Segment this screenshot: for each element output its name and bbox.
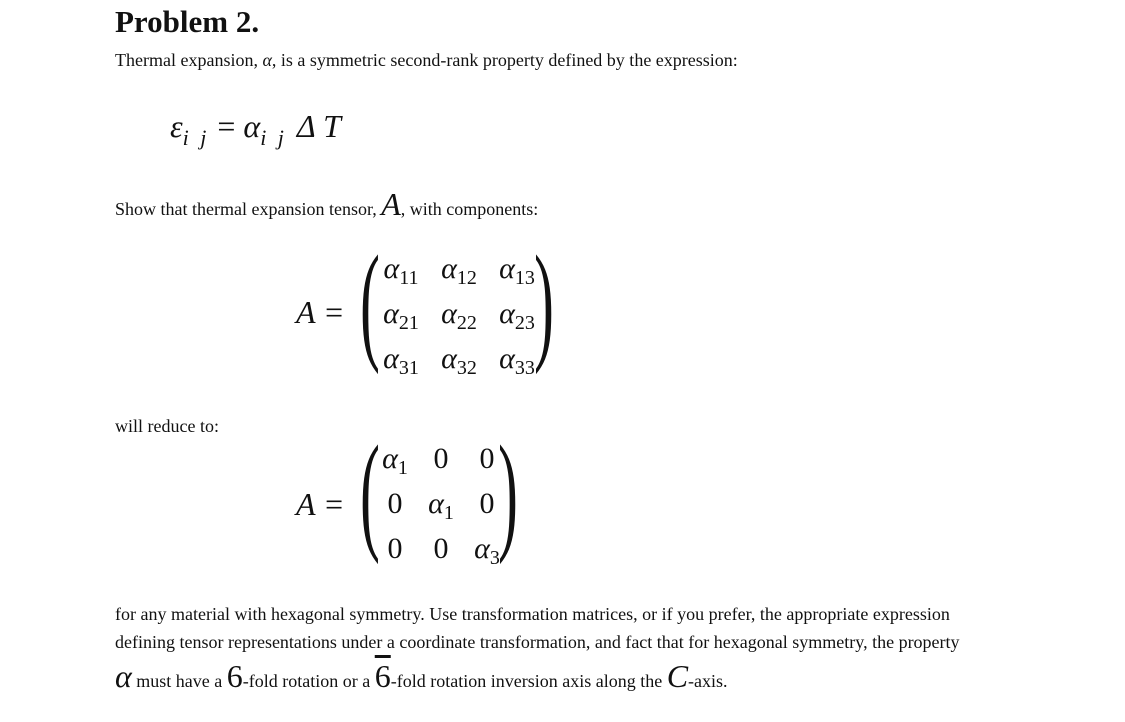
matrix1-cell [488,252,546,290]
matrix2-cell-base: 0 [479,487,495,520]
matrix2-cell-base: 0 [433,532,449,565]
matrix-general-label: A = [296,294,345,330]
matrix1-cell-base: α [383,297,399,330]
matrix1-cell-sub: 33 [514,357,535,379]
page-title: Problem 2. [115,4,260,39]
closing-line-2: defining tensor representations under a coordinate transformation, and fact that for hexagonal symmetry, the property [115,632,960,652]
matrix2-cell [464,532,510,570]
matrix2-cell [464,442,510,476]
right-paren: ) [534,228,554,375]
intro-post: , is a symmetric second-rank property defined by the expression: [271,50,738,70]
six-bar-symbol: 6 [374,658,391,694]
matrix2-cell-base: α [382,442,398,475]
matrix1-cell-base: α [499,252,515,285]
matrix1-cell [372,297,430,335]
matrix1-cell-base: α [499,342,515,375]
eq-rhs-sub: i j [260,125,287,150]
alpha-symbol: α [115,658,132,694]
matrix1-cell [488,342,546,380]
six-fold-symbol: 6 [226,658,243,694]
matrix2-cell-base: 0 [387,532,403,565]
alpha-symbol: α [262,50,272,70]
matrix2-cell [418,442,464,476]
matrix2-cell-base: 0 [479,442,495,475]
matrix1-cell-sub: 32 [456,357,477,379]
matrix2-cell [418,532,464,566]
show-pre: Show that thermal expansion tensor, [115,199,382,219]
show-text [115,186,538,223]
closing-line-1: for any material with hexagonal symmetry. Use transformation matrices, or if you prefer, the appropriate expression [115,604,950,624]
matrix1-cell-base: α [499,297,515,330]
left-paren: ( [360,228,380,375]
matrix-reduced-label: A = [296,486,345,522]
show-post: , with components: [400,199,539,219]
matrix2-cell [372,532,418,566]
left-paren: ( [360,418,380,565]
eq-rhs: α [243,108,261,144]
matrix1-cell-sub: 13 [514,267,535,289]
matrix1-cell [372,342,430,380]
matrix2-cell [464,487,510,521]
matrix1-cell-sub: 21 [398,312,419,334]
eq-tail: Δ T [296,108,341,144]
matrix2-cell-sub: 1 [397,457,408,479]
matrix1-cell-base: α [441,342,457,375]
intro-text [115,50,738,71]
eq-lhs: ε [170,108,183,144]
matrix1-cell-base: α [383,342,399,375]
matrix2-cell [372,442,418,480]
eq-equals: = [209,108,244,144]
matrix1-cell-base: α [383,252,400,285]
matrix1-cell [430,297,488,335]
right-paren: ) [498,418,518,565]
matrix2-cell [372,487,418,521]
tensor-symbol: A [381,186,401,222]
matrix2-cell-base: α [474,532,490,565]
closing-text: -fold rotation inversion axis along the [390,671,667,691]
matrix-reduced [296,418,586,575]
matrix1-cell [430,252,488,290]
defining-equation [170,108,341,151]
reduce-text: will reduce to: [115,416,219,436]
matrix2-cell-sub: 3 [489,547,500,569]
closing-line-3 [115,658,728,695]
matrix2-cell-base: 0 [433,442,449,475]
matrix1-cell-base: α [441,252,457,285]
c-axis-symbol: C [666,658,689,694]
matrix2-cell-sub: 1 [443,502,454,524]
matrix2-cell-base: α [428,487,444,520]
matrix1-cell-sub: 31 [398,357,419,379]
matrix1-cell-sub: 23 [514,312,535,334]
matrix1-cell-base: α [441,297,457,330]
closing-text: -axis. [688,671,728,691]
matrix1-cell-sub: 11 [399,267,419,289]
matrix1-cell [488,297,546,335]
matrix-general [296,228,586,385]
matrix2-cell [418,487,464,525]
matrix1-cell-sub: 12 [456,267,477,289]
matrix1-cell [430,342,488,380]
eq-lhs-sub: i j [182,125,210,150]
matrix1-cell-sub: 22 [456,312,477,334]
closing-text: must have a [131,671,227,691]
matrix2-cell-base: 0 [387,487,403,520]
matrix1-cell [372,252,430,290]
closing-text: -fold rotation or a [242,671,375,691]
intro-pre: Thermal expansion, [115,50,263,70]
